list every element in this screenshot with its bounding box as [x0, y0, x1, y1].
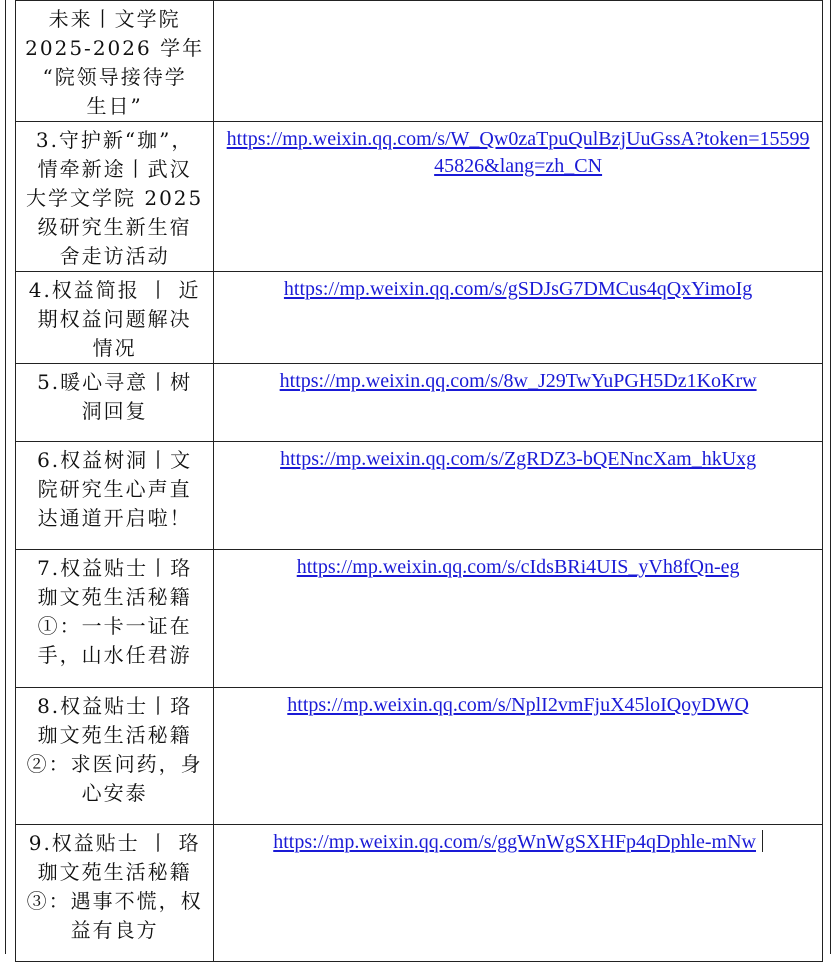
article-title-cell: 9.权益贴士 丨 珞 珈文苑生活秘籍 ③：遇事不慌，权 益有良方 [16, 825, 214, 962]
article-title-cell: 未来丨文学院 2025-2026 学年 “院领导接待学 生日” [16, 1, 214, 122]
page-left-border [5, 0, 6, 954]
article-link-cell [214, 272, 823, 364]
table-row [16, 688, 823, 825]
article-link-cell [214, 550, 823, 688]
table-row [16, 442, 823, 550]
article-link[interactable]: https://mp.weixin.qq.com/s/cIdsBRi4UIS_yVh8fQn-eg [296, 556, 740, 578]
article-link[interactable]: https://mp.weixin.qq.com/s/ggWnWgSXHFp4qDphle-mNw [273, 831, 756, 853]
article-link-cell [214, 364, 823, 442]
table-row [16, 364, 823, 442]
article-title-cell: 8.权益贴士丨珞 珈文苑生活秘籍 ②：求医问药，身 心安泰 [16, 688, 214, 825]
table-row [16, 550, 823, 688]
table-row [16, 122, 823, 272]
table-row [16, 825, 823, 962]
article-link[interactable]: https://mp.weixin.qq.com/s/gSDJsG7DMCus4qQxYimoIg [283, 278, 753, 300]
table-row [16, 1, 823, 122]
article-link-cell [214, 688, 823, 825]
article-title-cell: 6.权益树洞丨文 院研究生心声直 达通道开启啦！ [16, 442, 214, 550]
article-link[interactable]: https://mp.weixin.qq.com/s/W_Qw0zaTpuQulBzjUuGssA?token=1559945826&lang=zh_CN [226, 128, 810, 177]
table-row [16, 272, 823, 364]
article-link-cell [214, 1, 823, 122]
article-link-cell [214, 825, 823, 962]
article-title-cell: 3.守护新“珈”， 情牵新途丨武汉 大学文学院 2025 级研究生新生宿 舍走访活动 [16, 122, 214, 272]
article-link[interactable]: https://mp.weixin.qq.com/s/8w_J29TwYuPGH5Dz1KoKrw [279, 370, 757, 392]
article-link[interactable]: https://mp.weixin.qq.com/s/NplI2vmFjuX45loIQoyDWQ [287, 694, 749, 716]
article-links-table [15, 0, 823, 962]
article-link-cell [214, 442, 823, 550]
page-right-border [830, 0, 831, 954]
article-link[interactable]: https://mp.weixin.qq.com/s/ZgRDZ3-bQENncXam_hkUxg [280, 448, 757, 470]
text-cursor [762, 830, 763, 852]
article-link-cell [214, 122, 823, 272]
article-title-cell: 7.权益贴士丨珞 珈文苑生活秘籍 ①：一卡一证在 手，山水任君游 [16, 550, 214, 688]
article-title-cell: 4.权益简报 丨 近 期权益问题解决 情况 [16, 272, 214, 364]
article-title-cell: 5.暖心寻意丨树 洞回复 [16, 364, 214, 442]
